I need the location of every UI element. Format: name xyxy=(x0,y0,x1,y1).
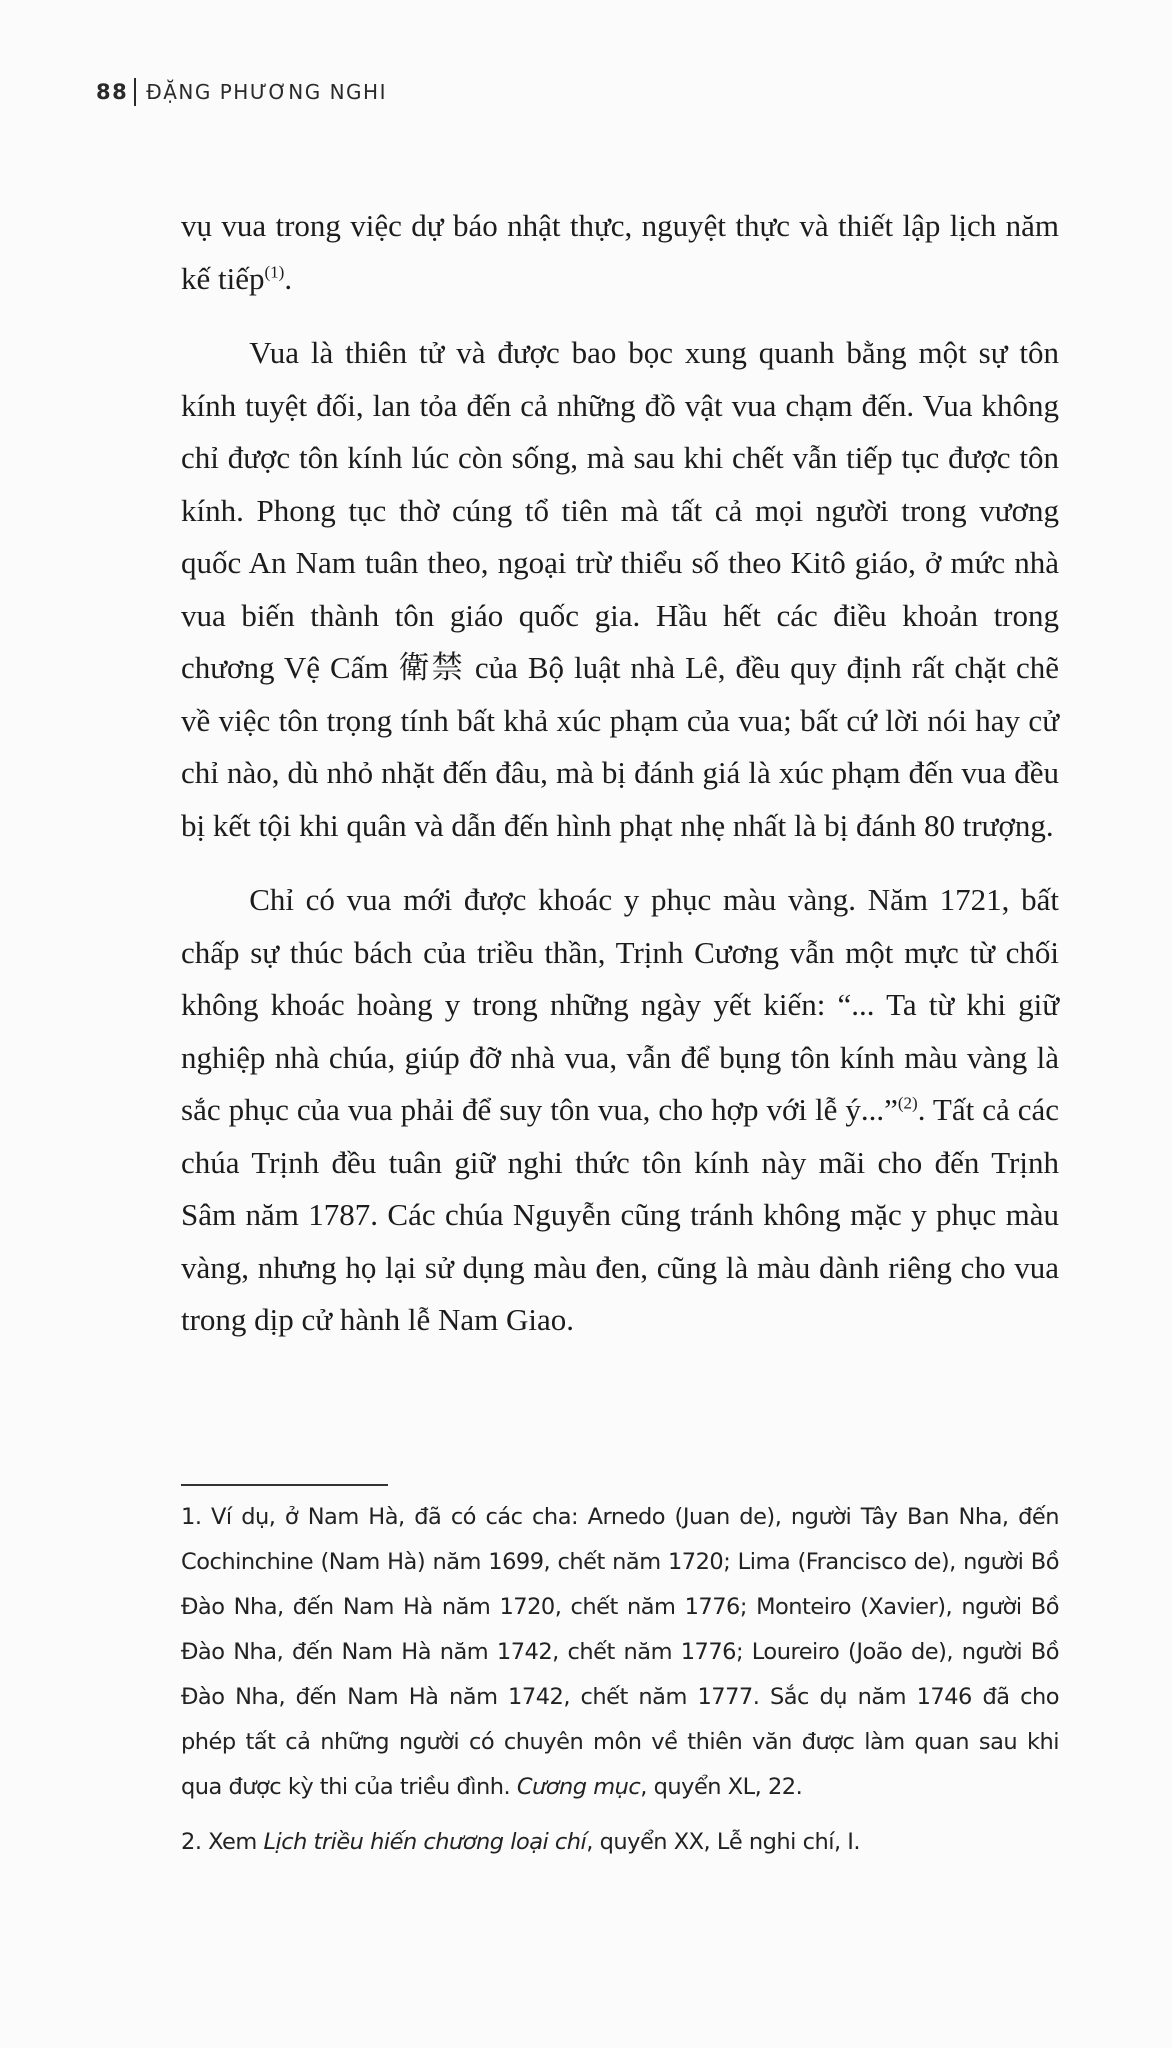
paragraph-3-text-b: . Tất cả các chúa Trịnh đều tuân giữ nghi thức tôn kính này mãi cho đến Trịnh Sâm năm 1787. Các chúa Nguyễn cũng tránh không mặc y phục màu vàng, nhưng họ lại sử dụng màu đen, cũng là màu dành riêng cho vua trong dịp cử hành lễ Nam Giao. xyxy=(181,1092,1060,1337)
paragraph-1 xyxy=(181,200,1059,305)
paragraph-1-end: . xyxy=(284,260,293,296)
paragraph-2 xyxy=(181,327,1059,852)
paragraph-3-text-a: Chỉ có vua mới được khoác y phục màu vàng. Năm 1721, bất chấp sự thúc bách của triều thần, Trịnh Cương vẫn một mực từ chối không khoác hoàng y trong những ngày yết kiến: “... Ta từ khi giữ nghiệp nhà chúa, giúp đỡ nhà vua, vẫn để bụng tôn kính màu vàng là sắc phục của vua phải để suy tôn vua, cho hợp với lễ ý...” xyxy=(181,882,1059,1127)
footnote-1-text-a: 1. Ví dụ, ở Nam Hà, đã có các cha: Arnedo (Juan de), người Tây Ban Nha, đến Cochinchine (Nam Hà) năm 1699, chết năm 1720; Lima (Francisco de), người Bồ Đào Nha, đến Nam Hà năm 1720, chết năm 1776; Monteiro (Xavier), người Bồ Đào Nha, đến Nam Hà năm 1742, chết năm 1776; Loureiro (João de), người Bồ Đào Nha, đến Nam Hà năm 1742, chết năm 1777. Sắc dụ năm 1746 đã cho phép tất cả những người có chuyên môn về thiên văn được làm quan sau khi qua được kỳ thi của triều đình. xyxy=(181,1504,1059,1800)
footnote-2-italic: Lịch triều hiến chương loại chí xyxy=(263,1829,587,1855)
paragraph-1-text: vụ vua trong việc dự báo nhật thực, nguyệt thực và thiết lập lịch năm kế tiếp xyxy=(181,208,1059,296)
header-divider xyxy=(134,78,136,106)
footnotes xyxy=(181,1495,1059,1875)
footnote-1-text-b: , quyển XL, 22. xyxy=(640,1774,803,1800)
paragraph-2-text-b: của Bộ luật nhà Lê, đều quy định rất chặt chẽ về việc tôn trọng tính bất khả xúc phạm của vua; bất cứ lời nói hay cử chỉ nào, dù nhỏ nhặt đến đâu, mà bị đánh giá là xúc phạm đến vua đều bị kết tội khi quân và dẫn đến hình phạt nhẹ nhất là bị đánh 80 trượng. xyxy=(181,650,1060,843)
main-text xyxy=(181,200,1059,1369)
running-header xyxy=(96,78,387,106)
han-characters: 衛禁 xyxy=(398,650,465,685)
footnote-ref-1: (1) xyxy=(264,262,285,282)
footnote-2-text-a: 2. Xem xyxy=(181,1829,264,1855)
paragraph-3 xyxy=(181,874,1059,1347)
footnote-ref-2: (2) xyxy=(897,1093,918,1113)
author-name: ĐẶNG PHƯƠNG NGHI xyxy=(146,80,387,104)
footnote-2-text-b: , quyển XX, Lễ nghi chí, I. xyxy=(586,1829,861,1855)
page-number: 88 xyxy=(96,80,129,104)
footnote-divider xyxy=(181,1484,388,1486)
paragraph-2-text-a: Vua là thiên tử và được bao bọc xung quanh bằng một sự tôn kính tuyệt đối, lan tỏa đến cả những đồ vật vua chạm đến. Vua không chỉ được tôn kính lúc còn sống, mà sau khi chết vẫn tiếp tục được tôn kính. Phong tục thờ cúng tổ tiên mà tất cả mọi người trong vương quốc An Nam tuân theo, ngoại trừ thiểu số theo Kitô giáo, ở mức nhà vua biến thành tôn giáo quốc gia. Hầu hết các điều khoản trong chương Vệ Cấm xyxy=(181,335,1059,685)
footnote-2 xyxy=(181,1820,1059,1865)
footnote-1 xyxy=(181,1495,1059,1810)
footnote-1-italic: Cương mục xyxy=(516,1774,641,1800)
